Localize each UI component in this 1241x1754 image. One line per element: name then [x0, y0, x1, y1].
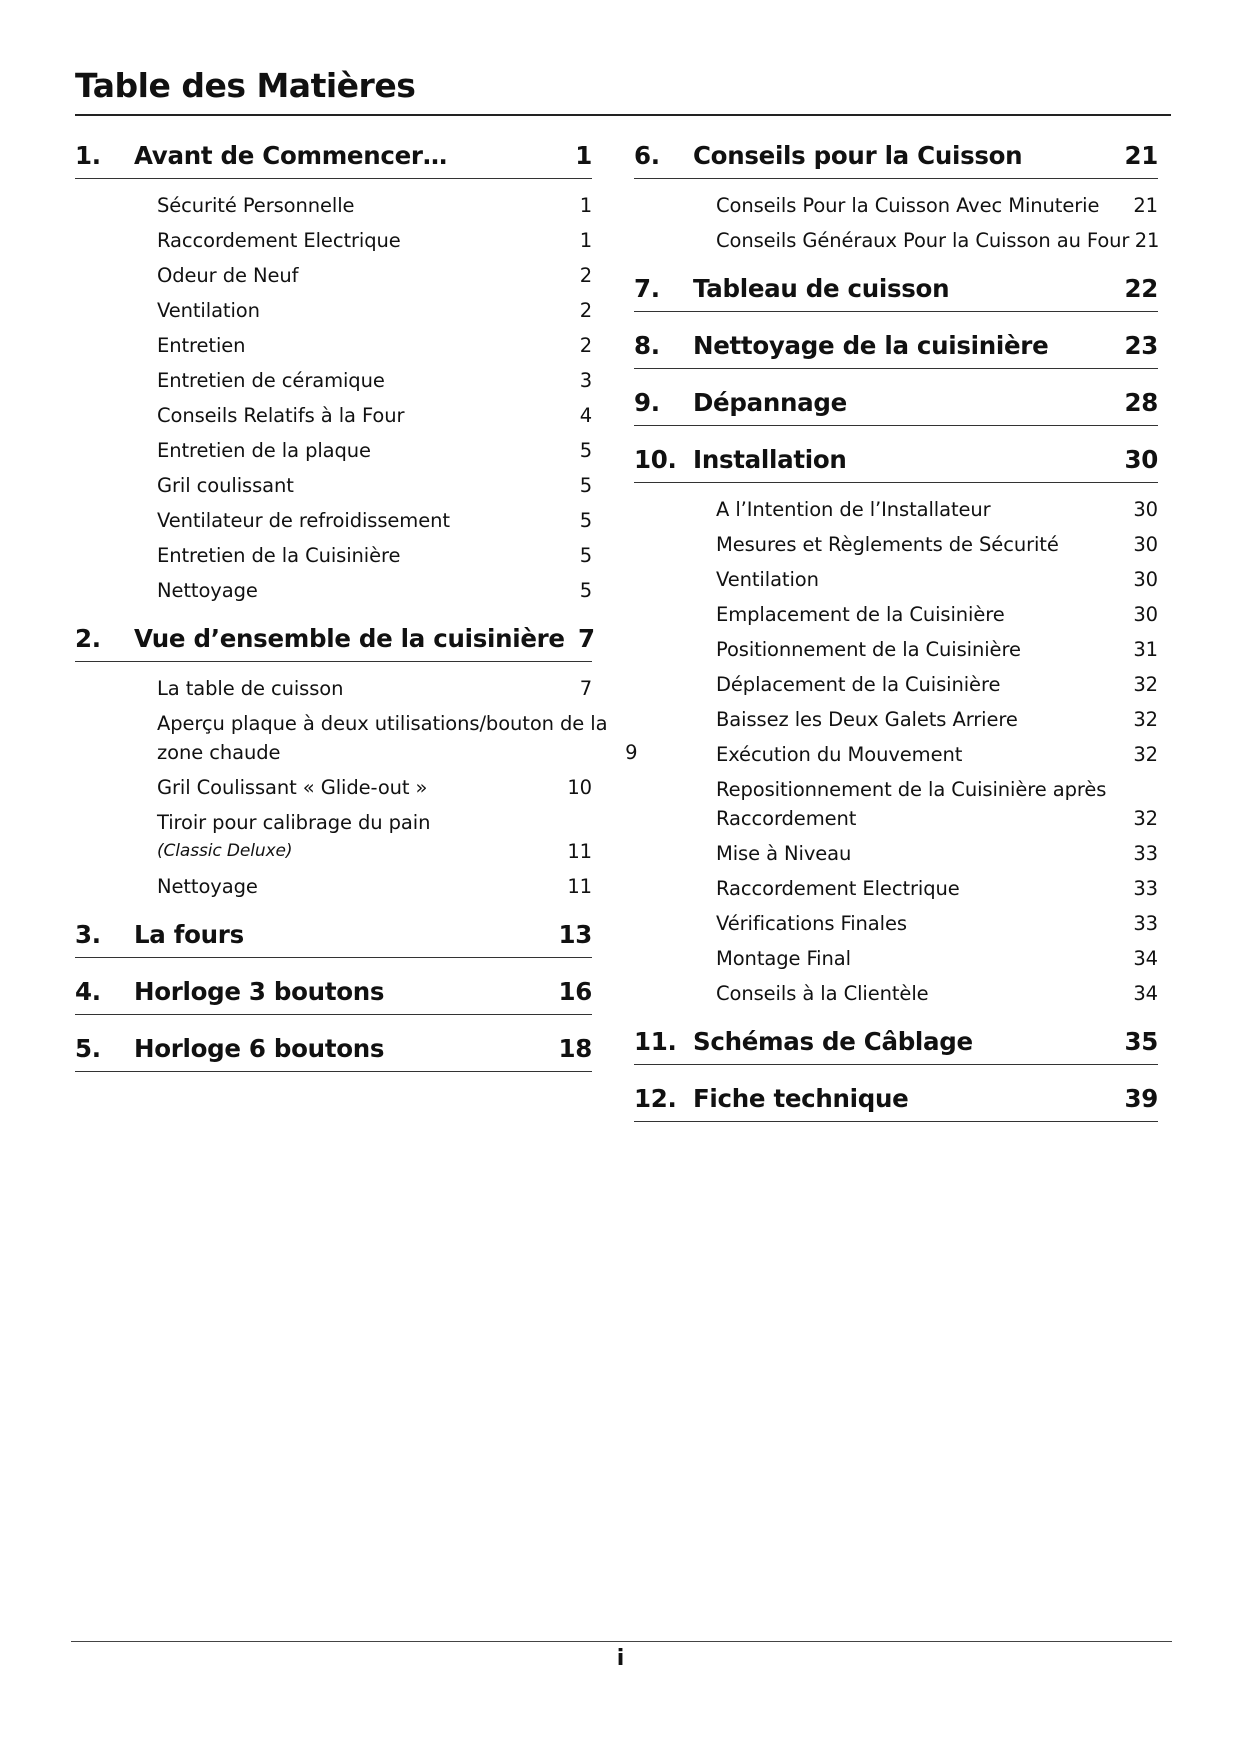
entry-page: 32	[1133, 743, 1158, 766]
toc-entry[interactable]	[157, 220, 592, 255]
toc-entry[interactable]	[157, 535, 592, 570]
section-title: Schémas de Câblage	[693, 1027, 973, 1056]
toc-entry[interactable]	[716, 594, 1158, 629]
entry-page: 34	[1133, 947, 1158, 970]
toc-entry[interactable]	[716, 664, 1158, 699]
toc-entry[interactable]	[716, 220, 1158, 255]
entry-title: Entretien	[157, 334, 246, 357]
toc-entry[interactable]	[157, 866, 592, 901]
entry-page: 30	[1133, 533, 1158, 556]
section-page: 16	[558, 977, 592, 1006]
toc-entry[interactable]	[157, 668, 592, 703]
section-title: Horloge 6 boutons	[134, 1034, 385, 1063]
section-number: 11.	[634, 1027, 677, 1056]
footer-page-number: i	[616, 1646, 625, 1671]
entry-title: Entretien de la Cuisinière	[157, 544, 401, 567]
toc-section-2	[75, 617, 638, 901]
entry-title: Exécution du Mouvement	[716, 743, 963, 766]
toc-entry[interactable]	[157, 430, 592, 465]
section-page: 1	[575, 141, 592, 170]
subsection-list	[75, 662, 638, 901]
toc-entry[interactable]	[716, 903, 1158, 938]
entry-title: Ventilateur de refroidissement	[157, 509, 450, 532]
subsection-list	[634, 483, 1158, 1008]
entry-title-note: (Classic Deluxe)	[157, 841, 293, 861]
entry-page: 31	[1133, 638, 1158, 661]
entry-title: Mise à Niveau	[716, 842, 852, 865]
toc-entry[interactable]	[716, 524, 1158, 559]
entry-page: 4	[579, 404, 592, 427]
toc-entry[interactable]	[716, 629, 1158, 664]
section-page: 23	[1124, 331, 1158, 360]
entry-title: Gril Coulissant « Glide-out »	[157, 776, 428, 799]
section-page: 13	[558, 920, 592, 949]
entry-page: 11	[567, 840, 592, 863]
toc-entry[interactable]	[716, 769, 1158, 833]
entry-page: 10	[567, 776, 592, 799]
toc-entry[interactable]	[157, 255, 592, 290]
entry-page: 9	[625, 741, 638, 764]
entry-title: Déplacement de la Cuisinière	[716, 673, 1001, 696]
entry-page: 1	[579, 194, 592, 217]
section-heading[interactable]	[634, 438, 1158, 483]
toc-entry[interactable]	[716, 559, 1158, 594]
section-title: Nettoyage de la cuisinière	[693, 331, 1049, 360]
entry-title: A l’Intention de l’Installateur	[716, 498, 991, 521]
entry-page: 5	[579, 579, 592, 602]
section-number: 6.	[634, 141, 660, 170]
toc-entry[interactable]	[157, 767, 592, 802]
section-number: 3.	[75, 920, 101, 949]
section-heading[interactable]	[634, 267, 1158, 312]
entry-page: 33	[1133, 842, 1158, 865]
entry-title-line-2: zone chaude	[157, 741, 281, 764]
entry-title: Baissez les Deux Galets Arriere	[716, 708, 1018, 731]
entry-page: 21	[1134, 229, 1160, 252]
entry-title: Entretien de la plaque	[157, 439, 371, 462]
entry-title: Gril coulissant	[157, 474, 294, 497]
toc-section-1	[75, 134, 592, 605]
entry-title: Emplacement de la Cuisinière	[716, 603, 1005, 626]
section-number: 12.	[634, 1084, 677, 1113]
section-title: Conseils pour la Cuisson	[693, 141, 1023, 170]
section-heading[interactable]	[75, 617, 595, 662]
page-title: Table des Matières	[75, 66, 416, 105]
entry-page: 11	[567, 875, 592, 898]
entry-page: 5	[579, 544, 592, 567]
entry-page: 3	[579, 369, 592, 392]
section-title: Avant de Commencer…	[134, 141, 447, 170]
entry-title: Conseils Relatifs à la Four	[157, 404, 405, 427]
toc-left-column	[75, 134, 638, 1084]
toc-entry[interactable]	[716, 185, 1158, 220]
section-heading[interactable]	[75, 913, 592, 958]
section-page: 39	[1124, 1084, 1158, 1113]
toc-entry[interactable]	[157, 703, 638, 767]
entry-title: Sécurité Personnelle	[157, 194, 355, 217]
toc-entry[interactable]	[157, 465, 592, 500]
toc-section-11	[634, 1020, 1158, 1065]
entry-title: Conseils Généraux Pour la Cuisson au Four	[716, 229, 1130, 252]
entry-title: Conseils Pour la Cuisson Avec Minuterie	[716, 194, 1100, 217]
entry-title: Nettoyage	[157, 579, 258, 602]
entry-title: Odeur de Neuf	[157, 264, 299, 287]
entry-page: 5	[579, 439, 592, 462]
toc-entry[interactable]	[716, 489, 1158, 524]
section-number: 9.	[634, 388, 660, 417]
toc-entry[interactable]	[157, 360, 592, 395]
entry-page: 5	[579, 474, 592, 497]
toc-section-8	[634, 324, 1158, 369]
toc-entry[interactable]	[157, 290, 592, 325]
entry-page: 33	[1133, 912, 1158, 935]
entry-page: 30	[1133, 568, 1158, 591]
entry-title: Montage Final	[716, 947, 851, 970]
entry-title-line-1: Aperçu plaque à deux utilisations/bouton de la	[157, 712, 608, 735]
entry-page: 33	[1133, 877, 1158, 900]
section-page: 7	[577, 624, 595, 653]
section-title: Tableau de cuisson	[693, 274, 950, 303]
toc-section-6	[634, 134, 1158, 255]
entry-title: Positionnement de la Cuisinière	[716, 638, 1021, 661]
entry-page: 21	[1133, 194, 1158, 217]
section-number: 2.	[75, 624, 101, 653]
entry-title	[157, 808, 562, 866]
section-number: 1.	[75, 141, 101, 170]
toc-section-3	[75, 913, 592, 958]
toc-entry[interactable]	[157, 395, 592, 430]
entry-page: 5	[579, 509, 592, 532]
entry-page: 30	[1133, 603, 1158, 626]
section-number: 4.	[75, 977, 101, 1006]
toc-entry[interactable]	[157, 802, 592, 866]
section-page: 22	[1124, 274, 1158, 303]
subsection-list	[75, 179, 592, 605]
section-title: Installation	[693, 445, 847, 474]
entry-title: Nettoyage	[157, 875, 258, 898]
entry-page: 30	[1133, 498, 1158, 521]
entry-page: 1	[579, 229, 592, 252]
toc-entry[interactable]	[716, 734, 1158, 769]
entry-title: Vérifications Finales	[716, 912, 907, 935]
toc-entry[interactable]	[716, 833, 1158, 868]
toc-section-10	[634, 438, 1158, 1008]
toc-entry[interactable]	[157, 185, 592, 220]
entry-page: 2	[579, 299, 592, 322]
section-heading[interactable]	[634, 324, 1158, 369]
entry-page: 32	[1133, 673, 1158, 696]
footer-divider	[71, 1641, 1172, 1642]
section-heading[interactable]	[634, 134, 1158, 179]
toc-entry[interactable]	[157, 500, 592, 535]
section-heading[interactable]	[634, 1020, 1158, 1065]
section-page: 35	[1124, 1027, 1158, 1056]
entry-page: 32	[1133, 708, 1158, 731]
section-heading[interactable]	[75, 1027, 592, 1072]
section-page: 28	[1124, 388, 1158, 417]
entry-page: 2	[579, 334, 592, 357]
section-heading[interactable]	[634, 381, 1158, 426]
toc-entry[interactable]	[716, 699, 1158, 734]
toc-entry[interactable]	[716, 868, 1158, 903]
entry-title: Conseils à la Clientèle	[716, 982, 929, 1005]
entry-title: Ventilation	[716, 568, 819, 591]
entry-page: 34	[1133, 982, 1158, 1005]
subsection-list	[634, 179, 1158, 255]
entry-page: 7	[579, 677, 592, 700]
entry-title-line-1: Repositionnement de la Cuisinière après	[716, 778, 1107, 801]
entry-title: Entretien de céramique	[157, 369, 385, 392]
toc-section-9	[634, 381, 1158, 426]
section-number: 5.	[75, 1034, 101, 1063]
toc-right-column	[634, 134, 1158, 1134]
section-title: Vue d’ensemble de la cuisinière	[134, 624, 565, 653]
entry-page: 32	[1133, 807, 1158, 830]
section-number: 8.	[634, 331, 660, 360]
toc-section-4	[75, 970, 592, 1015]
entry-title-line-2: Raccordement	[716, 807, 857, 830]
section-page: 18	[558, 1034, 592, 1063]
section-title: Fiche technique	[693, 1084, 909, 1113]
section-heading[interactable]	[75, 134, 592, 179]
entry-title	[716, 775, 1128, 833]
title-divider	[75, 114, 1171, 116]
toc-section-7	[634, 267, 1158, 312]
toc-entry[interactable]	[716, 938, 1158, 973]
toc-section-5	[75, 1027, 592, 1072]
entry-title: La table de cuisson	[157, 677, 344, 700]
section-number: 7.	[634, 274, 660, 303]
section-number: 10.	[634, 445, 677, 474]
entry-title: Mesures et Règlements de Sécurité	[716, 533, 1059, 556]
section-title: Dépannage	[693, 388, 847, 417]
entry-title-line-1: Tiroir pour calibrage du pain	[157, 811, 431, 834]
toc-entry[interactable]	[157, 325, 592, 360]
entry-title	[157, 709, 607, 767]
entry-page: 2	[579, 264, 592, 287]
entry-title: Ventilation	[157, 299, 260, 322]
toc-entry[interactable]	[157, 570, 592, 605]
toc-entry[interactable]	[716, 973, 1158, 1008]
entry-title: Raccordement Electrique	[157, 229, 401, 252]
entry-title: Raccordement Electrique	[716, 877, 960, 900]
section-page: 21	[1124, 141, 1158, 170]
section-heading[interactable]	[75, 970, 592, 1015]
section-title: La fours	[134, 920, 244, 949]
section-title: Horloge 3 boutons	[134, 977, 385, 1006]
section-heading[interactable]	[634, 1077, 1158, 1122]
section-page: 30	[1124, 445, 1158, 474]
toc-section-12	[634, 1077, 1158, 1122]
